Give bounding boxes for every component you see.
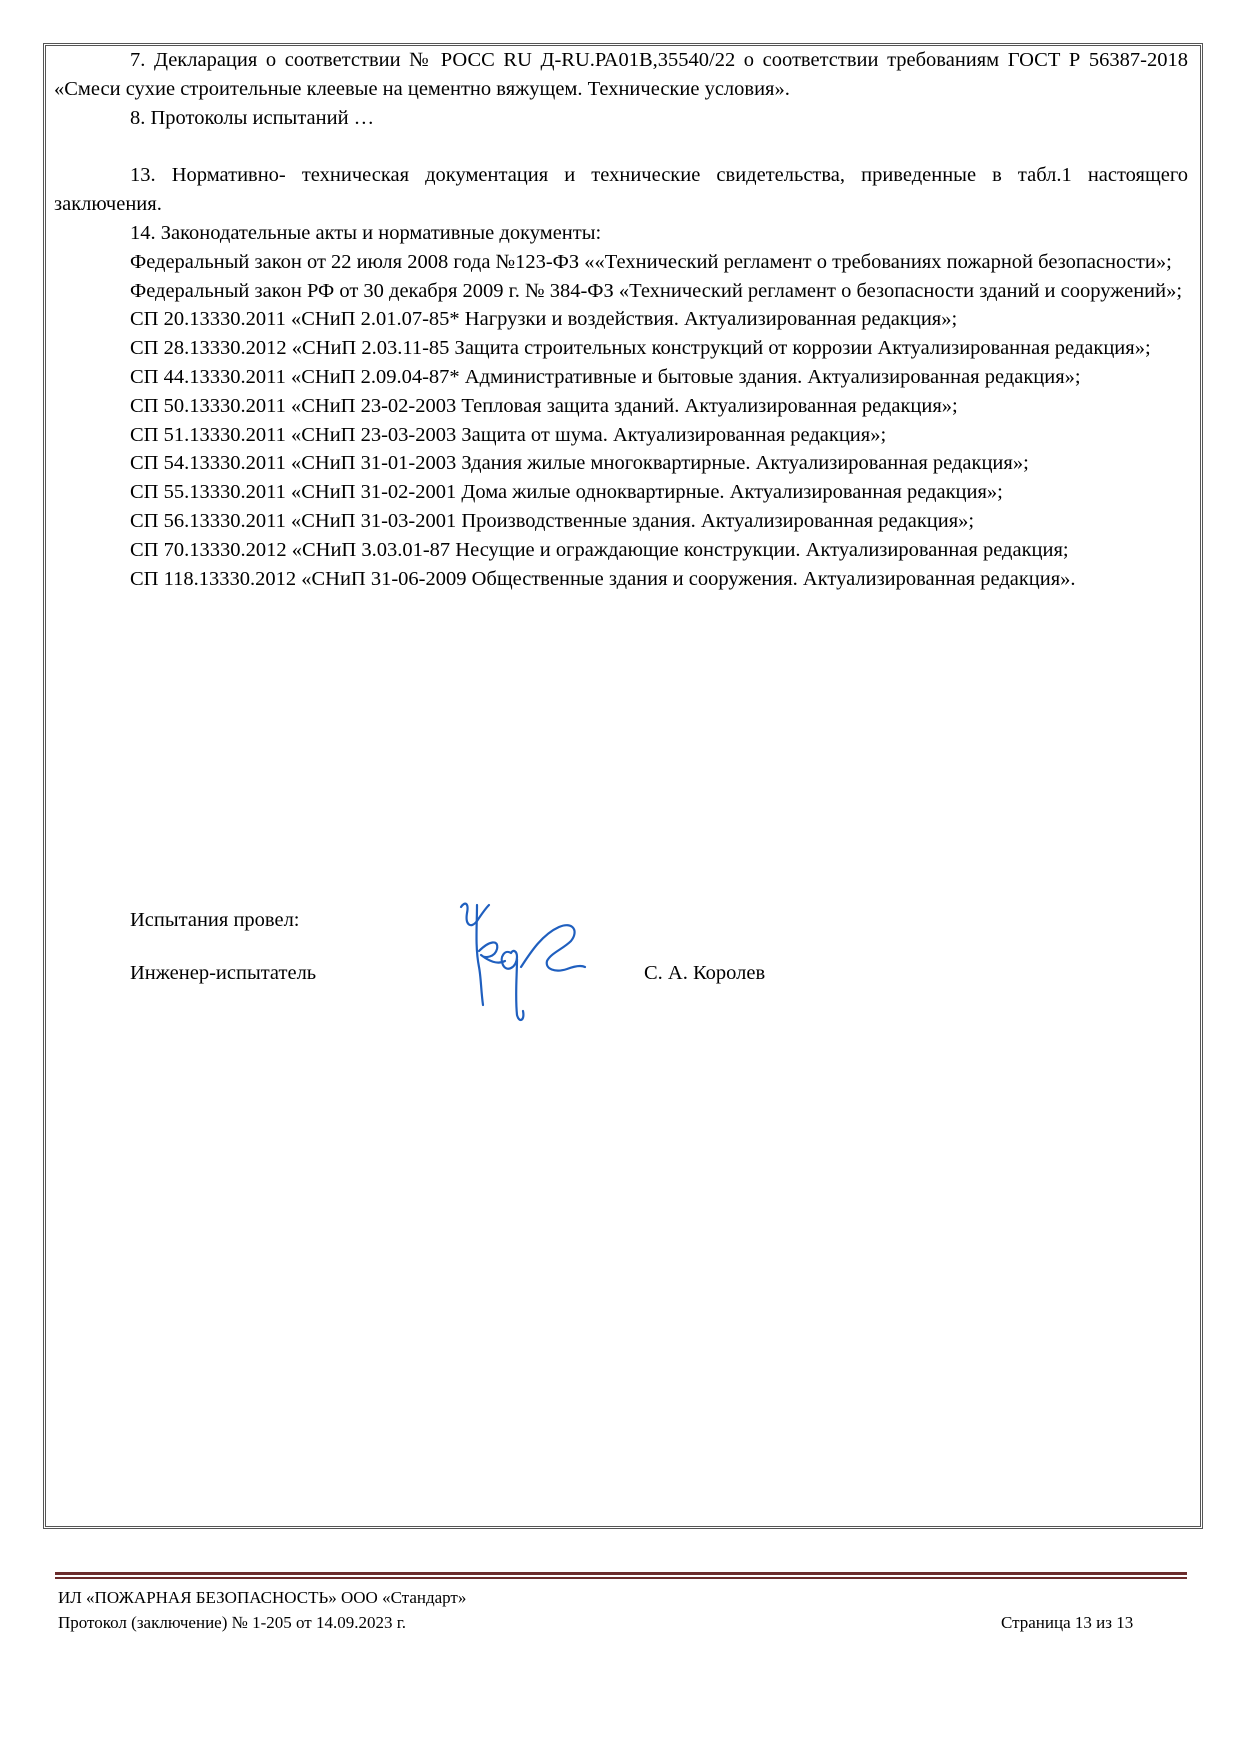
footer-protocol: Протокол (заключение) № 1-205 от 14.09.2023 г. <box>58 1613 407 1632</box>
paragraph-sp-50: СП 50.13330.2011 «СНиП 23-02-2003 Тепловая защита зданий. Актуализированная редакция»; <box>130 394 958 417</box>
footer-page-number: Страница 13 из 13 <box>1001 1613 1134 1632</box>
handwritten-signature <box>455 895 595 1030</box>
paragraph-declaration: 7. Декларация о соответствии № РОСС RU Д-RU.РА01В,35540/22 о соответствии требованиям ГОСТ Р 56387-2018 «Смеси сухие строительные клеевые на цементно вяжущем. Технические условия». <box>54 49 1188 100</box>
paragraph-federal-law-384: Федеральный закон РФ от 30 декабря 2009 г. № 384-ФЗ «Технический регламент о безопасности зданий и сооружений»; <box>130 279 1183 302</box>
paragraph-sp-54: СП 54.13330.2011 «СНиП 31-01-2003 Здания жилые многоквартирные. Актуализированная редакция»; <box>130 452 1029 475</box>
paragraph-sp-55: СП 55.13330.2011 «СНиП 31-02-2001 Дома жилые одноквартирные. Актуализированная редакция»; <box>130 481 1003 504</box>
paragraph-normative-docs: 13. Нормативно- техническая документация и технические свидетельства, приведенные в табл.1 настоящего заключения. <box>54 164 1188 216</box>
signoff-title: Инженер-испытатель <box>130 962 317 984</box>
paragraph-sp-70: СП 70.13330.2012 «СНиП 3.03.01-87 Несущие и ограждающие конструкции. Актуализированная редакция; <box>130 538 1069 561</box>
paragraph-sp-44: СП 44.13330.2011 «СНиП 2.09.04-87* Административные и бытовые здания. Актуализированная редакция»; <box>130 365 1081 388</box>
paragraph-sp-28: СП 28.13330.2012 «СНиП 2.03.11-85 Защита строительных конструкций от коррозии Актуализированная редакция»; <box>130 337 1151 360</box>
paragraph-protocols: 8. Протоколы испытаний … <box>130 106 375 129</box>
paragraph-sp-51: СП 51.13330.2011 «СНиП 23-03-2003 Защита от шума. Актуализированная редакция»; <box>130 423 887 446</box>
signoff-name: С. А. Королев <box>644 962 766 984</box>
paragraph-sp-20: СП 20.13330.2011 «СНиП 2.01.07-85* Нагрузки и воздействия. Актуализированная редакция»; <box>130 308 958 331</box>
paragraph-sp-118: СП 118.13330.2012 «СНиП 31-06-2009 Общественные здания и сооружения. Актуализированная редакция». <box>130 567 1076 590</box>
paragraph-sp-56: СП 56.13330.2011 «СНиП 31-03-2001 Производственные здания. Актуализированная редакция»; <box>130 509 975 532</box>
footer-organization: ИЛ «ПОЖАРНАЯ БЕЗОПАСНОСТЬ» ООО «Стандарт» <box>58 1588 467 1607</box>
footer-divider <box>55 1572 1187 1580</box>
paragraph-legislative-acts: 14. Законодательные акты и нормативные документы: <box>130 221 602 244</box>
paragraph-federal-law-123: Федеральный закон от 22 июля 2008 года №123-ФЗ ««Технический регламент о требованиях пожарной безопасности»; <box>130 250 1172 273</box>
document-body <box>54 46 1188 593</box>
signoff-label: Испытания провел: <box>130 909 300 931</box>
